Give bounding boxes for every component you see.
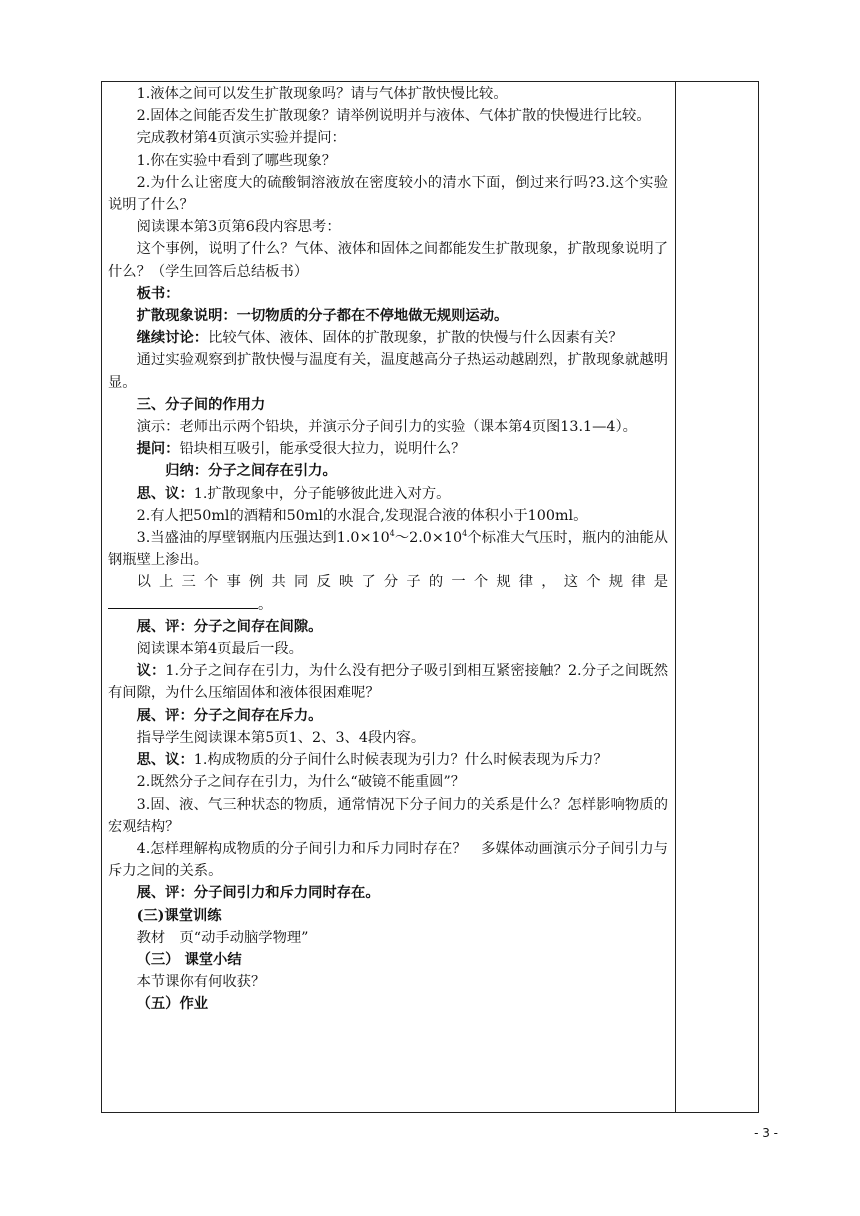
section-heading-forces: 三、分子间的作用力: [136, 396, 266, 413]
line-18: [108, 527, 668, 571]
line-17: 2.有人把50ml的酒精和50ml的水混合,发现混合液的体积小于100ml。: [136, 507, 588, 524]
discussion-text: 比较气体、液体、固体的扩散现象，扩散的快慢与什么因素有关？: [208, 330, 623, 347]
evaluate-repulsion: 展、评：分子之间存在斥力。: [136, 707, 323, 724]
line-24: 指导学生阅读课本第5页1、2、3、4段内容。: [136, 729, 426, 746]
board-conclusion: 扩散现象说明：一切物质的分子都在不停地做无规则运动。: [136, 308, 509, 325]
discuss-text: 1.分子之间存在引力，为什么没有把分子吸引到相互紧密接触？2.分子之间既然有间隙，为什么压缩固体和液体很困难呢？: [108, 663, 669, 702]
fill-blank-period: 。: [258, 596, 273, 613]
summary-attraction: 归纳：分子之间存在引力。: [165, 463, 337, 480]
classroom-training-heading: (三)课堂训练: [136, 907, 222, 924]
line-18-part-c: 个标准大气压时，瓶内的油能从钢瓶壁上渗出。: [108, 530, 668, 569]
line-18-part-b: ～2.0×10: [394, 530, 463, 547]
line-26: 2.既然分子之间存在引力，为什么“破镜不能重圆”？: [136, 774, 466, 791]
line-33: 本节课你有何收获？: [136, 974, 266, 991]
discuss-label: 议：: [136, 663, 166, 680]
line-5: 2.为什么让密度大的硫酸铜溶液放在密度较小的清水下面，倒过来行吗?3.这个实验说明了什么？: [108, 174, 668, 214]
think2-text: 1.构成物质的分子间什么时候表现为引力？什么时候表现为斥力？: [193, 752, 608, 769]
question-label: 提问：: [136, 441, 180, 458]
line-25: [108, 749, 668, 771]
fill-blank-line: [108, 594, 668, 616]
line-11: 通过实验观察到扩散快慢与温度有关，温度越高分子热运动越剧烈，扩散现象就越明显。: [108, 352, 668, 391]
line-28: 4.怎样理解构成物质的分子间引力和斥力同时存在？ 多媒体动画演示分子间引力与斥力之间的关系。: [108, 840, 668, 880]
think-label: 思、议：: [136, 485, 194, 502]
line-16: [108, 483, 668, 505]
line-2: 2.固体之间能否发生扩散现象？请举例说明并与液体、气体扩散的快慢进行比较。: [136, 108, 651, 125]
line-3: 完成教材第4页演示实验并提问：: [136, 130, 346, 147]
line-1: 1.液体之间可以发生扩散现象吗？请与气体扩散快慢比较。: [136, 86, 508, 102]
classroom-summary-heading: （三） 课堂小结: [136, 951, 242, 968]
discussion-label: 继续讨论：: [136, 330, 209, 347]
answer-blank: [108, 594, 258, 609]
homework-heading: （五）作业: [136, 996, 209, 1013]
think-text: 1.扩散现象中，分子能够彼此进入对方。: [193, 485, 451, 502]
line-10: [108, 327, 668, 349]
think2-label: 思、议：: [136, 752, 194, 769]
page-number: - 3 -: [754, 1126, 778, 1140]
line-19: 以上三个事例共同反映了分子的一个规律，这个规律是: [136, 574, 668, 591]
line-18-part-a: 3.当盛油的厚壁钢瓶内压强达到1.0×10: [136, 530, 390, 547]
line-21: 阅读课本第4页最后一段。: [136, 641, 303, 658]
exponent-2: 4: [462, 529, 468, 539]
evaluate-gap: 展、评：分子之间存在间隙。: [136, 618, 323, 635]
lesson-content: [108, 83, 668, 1016]
question-text: 铅块相互吸引，能承受很大拉力，说明什么？: [179, 441, 466, 458]
line-27: 3.固、液、气三种状态的物质，通常情况下分子间力的关系是什么？怎样影响物质的宏观结构？: [108, 796, 668, 835]
line-22: [108, 660, 668, 704]
column-divider: [675, 82, 676, 1112]
evaluate-both: 展、评：分子间引力和斥力同时存在。: [136, 885, 380, 902]
line-7: 这个事例，说明了什么？气体、液体和固体之间都能发生扩散现象，扩散现象说明了什么？（学生回答后总结板书）: [108, 241, 668, 280]
exponent-1: 4: [389, 529, 395, 539]
board-heading: 板书：: [136, 285, 180, 302]
line-6: 阅读课本第3页第6段内容思考：: [136, 219, 341, 236]
line-13: 演示：老师出示两个铅块，并演示分子间引力的实验（课本第4页图13.1—4）。: [136, 419, 637, 436]
line-4: 1.你在实验中看到了哪些现象？: [136, 152, 337, 169]
line-14: [108, 438, 668, 460]
line-31: 教材 页“动手动脑学物理”: [136, 929, 309, 946]
